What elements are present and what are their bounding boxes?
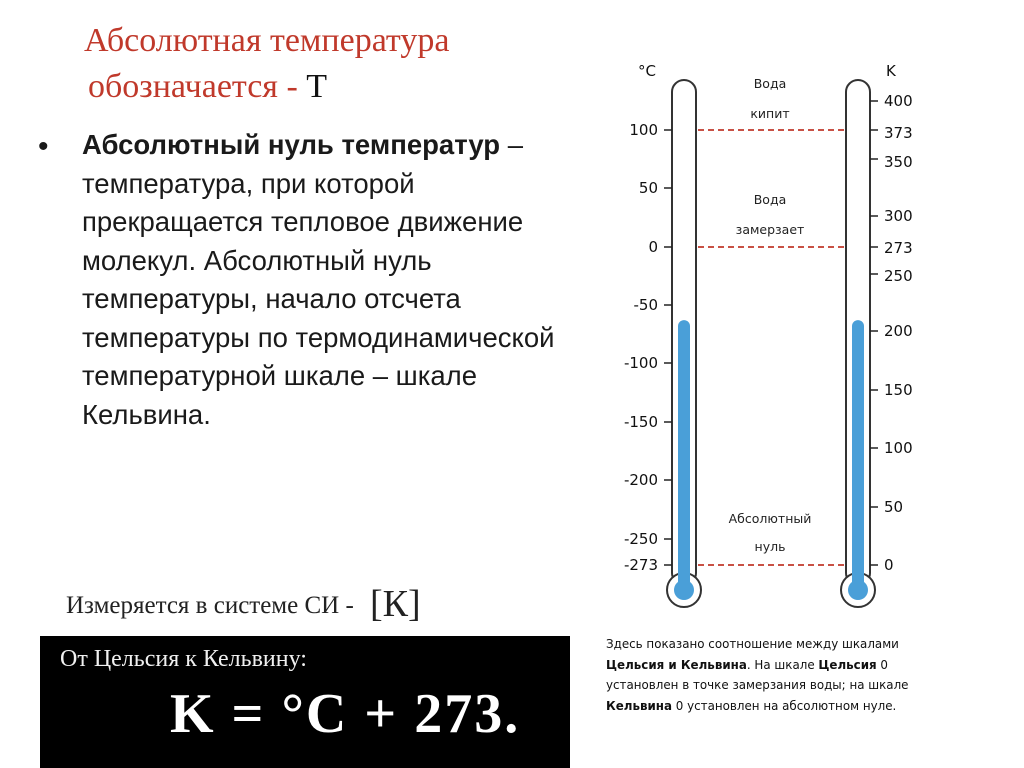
kelvin-tick-label: 50: [884, 498, 904, 516]
title-line-1: Абсолютная температура: [84, 22, 450, 59]
boiling-note-line-1: Вода: [753, 76, 787, 91]
celsius-tick-label: -50: [633, 296, 658, 314]
caption-bold-celsius: Цельсия: [818, 656, 877, 672]
bullet-dot-icon: •: [38, 130, 49, 163]
si-unit-text: Измеряется в системе СИ -: [66, 592, 361, 619]
kelvin-tick-label: 373: [884, 124, 913, 142]
kelvin-tick-label: 100: [884, 439, 913, 457]
title-line-2-text: обозначается -: [88, 68, 307, 105]
kelvin-tick-label: 250: [884, 267, 913, 285]
celsius-tick-label: 0: [648, 238, 658, 256]
kelvin-tick-label: 150: [884, 381, 913, 399]
caption-line-2-text: . На шкале: [746, 656, 819, 672]
celsius-tick-label: 100: [629, 121, 658, 139]
kelvin-tick-label: 300: [884, 207, 913, 225]
kelvin-mercury-column: [852, 320, 864, 590]
title-line-2: [84, 64, 584, 110]
caption-line-4-text: 0 установлен на абсолютном нуле.: [672, 697, 897, 713]
slide-title: [84, 18, 584, 110]
absolute-zero-note-line-2: нуль: [754, 539, 786, 554]
formula-box: [40, 636, 570, 768]
kelvin-unit-label: K: [886, 62, 896, 80]
thermometer-diagram: [600, 20, 1024, 630]
kelvin-tick-label: 200: [884, 322, 913, 340]
caption-line-1: Здесь показано соотношение между шкалами: [606, 636, 899, 651]
definition-text: [82, 126, 582, 434]
freezing-note-line-2: замерзает: [735, 222, 805, 237]
caption-line-2: [606, 655, 996, 676]
caption-bold-kelvin: Кельвина: [606, 697, 673, 713]
kelvin-bulb: [848, 580, 868, 600]
celsius-thermometer: [667, 80, 701, 607]
kelvin-thermometer: [841, 80, 875, 607]
kelvin-tick-label: 0: [884, 556, 894, 574]
diagram-caption: [606, 634, 996, 716]
absolute-zero-note-line-1: Абсолютный: [728, 511, 812, 526]
conversion-formula: K = °C + 273.: [170, 683, 521, 745]
si-unit-symbol: [К]: [370, 583, 421, 625]
caption-line-2-end: 0: [876, 656, 889, 672]
si-unit-line: [66, 582, 421, 626]
celsius-unit-label: °C: [638, 62, 656, 80]
kelvin-tick-label: 350: [884, 153, 913, 171]
celsius-mercury-column: [678, 320, 690, 590]
celsius-scale: [624, 121, 672, 574]
title-symbol: Т: [306, 68, 328, 105]
boiling-note-line-2: кипит: [750, 106, 790, 121]
caption-line-3: установлен в точке замерзания воды; на шкале: [606, 677, 909, 692]
caption-line-4: [606, 696, 996, 717]
caption-bold-scales: Цельсия и Кельвина: [606, 656, 747, 672]
celsius-tick-label: -200: [623, 471, 658, 489]
freezing-note-line-1: Вода: [753, 192, 787, 207]
formula-label: От Цельсия к Кельвину:: [60, 646, 307, 672]
definition-body: – температура, при которой прекращается тепловое движение молекул. Абсолютный нуль температуры, начало отсчета температуры по термодинамической температурной шкале – шкале Кельвина.: [82, 129, 555, 430]
celsius-tick-label: -150: [623, 413, 658, 431]
kelvin-tick-label: 273: [884, 239, 913, 257]
definition-term: Абсолютный нуль температур: [82, 129, 501, 160]
kelvin-scale: [870, 92, 913, 574]
celsius-tick-label: -100: [623, 354, 658, 372]
celsius-bulb: [674, 580, 694, 600]
celsius-tick-label: 50: [638, 179, 658, 197]
celsius-tick-label: -273: [623, 556, 658, 574]
celsius-tick-label: -250: [623, 530, 658, 548]
kelvin-tick-label: 400: [884, 92, 913, 110]
